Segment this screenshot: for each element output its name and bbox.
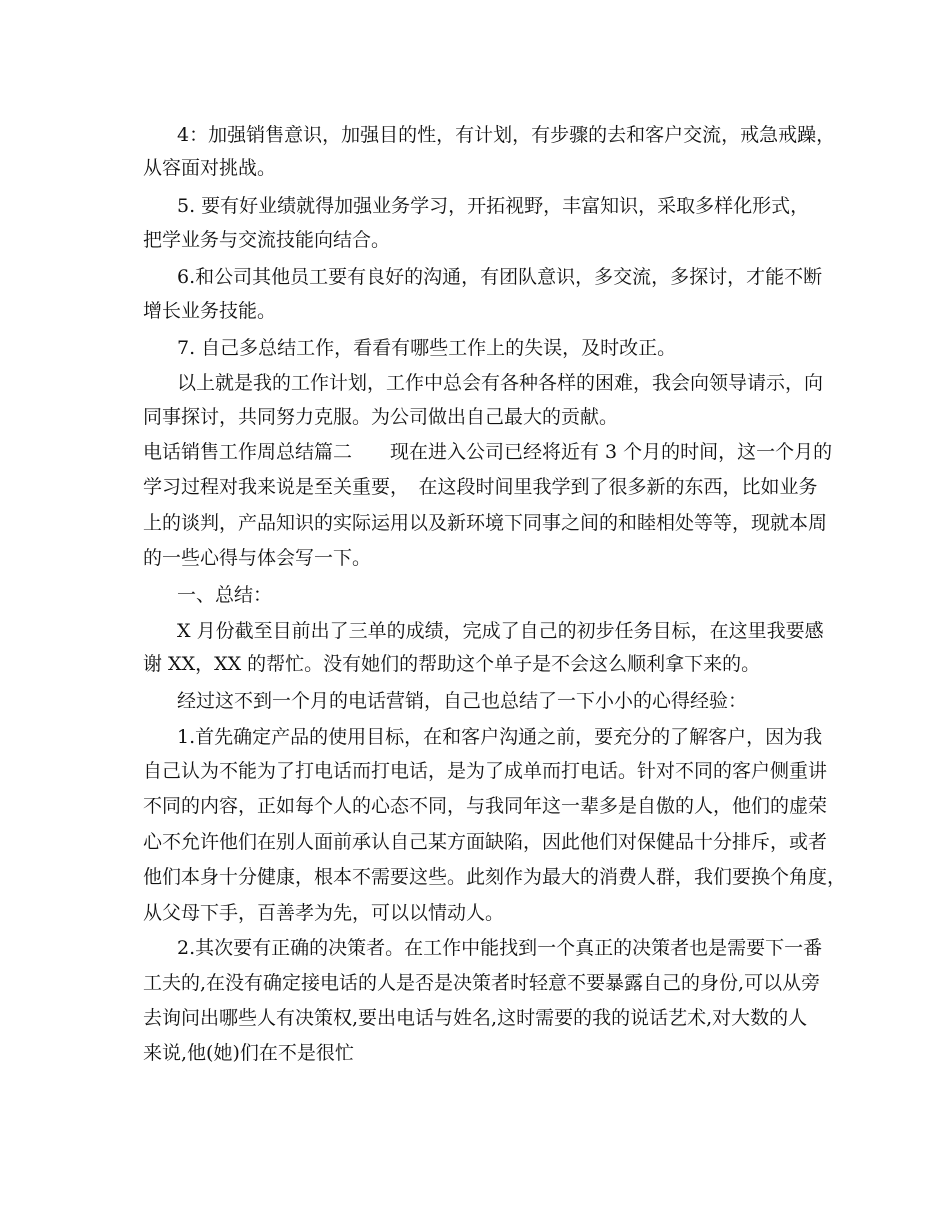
text-line: 自己认为不能为了打电话而打电话，是为了成单而打电话。针对不同的客户侧重讲 (143, 760, 828, 782)
text-line: 一、总结： (177, 584, 273, 606)
text-line: 去询问出哪些人有决策权,要出电话与姓名,这时需要的我的说话艺术,对大数的人 (143, 1007, 808, 1029)
text-line: 学习过程对我来说是至关重要， 在这段时间里我学到了很多新的东西，比如业务 (143, 476, 818, 498)
text-line: 的一些心得与体会写一下。 (143, 547, 372, 569)
text-line: 增长业务技能。 (143, 300, 277, 322)
text-line: X 月份截至目前出了三单的成绩，完成了自己的初步任务目标，在这里我要感 (177, 620, 824, 642)
text-line: 6.和公司其他员工要有良好的沟通，有团队意识，多交流，多探讨，才能不断 (177, 266, 823, 288)
text-line: 从容面对挑战。 (143, 157, 277, 179)
text-line: 从父母下手，百善孝为先，可以以情动人。 (143, 902, 505, 924)
text-line: 1.首先确定产品的使用目标，在和客户沟通之前，要充分的了解客户，因为我 (177, 726, 823, 748)
text-line: 2.其次要有正确的决策者。在工作中能找到一个真正的决策者也是需要下一番 (177, 937, 823, 959)
text-line: 不同的内容，正如每个人的心态不同，与我同年这一辈多是自傲的人，他们的虚荣 (143, 795, 828, 817)
text-line: 谢 XX，XX 的帮忙。没有她们的帮助这个单子是不会这么顺利拿下来的。 (143, 653, 761, 675)
text-line: 以上就是我的工作计划，工作中总会有各种各样的困难，我会向领导请示，向 (177, 372, 824, 394)
text-line: 心不允许他们在别人面前承认自己某方面缺陷，因此他们对保健品十分排斥，或者 (143, 831, 828, 853)
text-line: 5. 要有好业绩就得加强业务学习，开拓视野，丰富知识，采取多样化形式， (177, 195, 810, 217)
text-line: 他们本身十分健康，根本不需要这些。此刻作为最大的消费人群，我们要换个角度， (143, 866, 847, 888)
text-line: 同事探讨，共同努力克服。为公司做出自己最大的贡献。 (143, 406, 619, 428)
text-line: 把学业务与交流技能向结合。 (143, 229, 391, 251)
text-line: 工夫的,在没有确定接电话的人是否是决策者时轻意不要暴露自己的身份,可以从旁 (143, 972, 821, 994)
text-line: 经过这不到一个月的电话营销，自己也总结了一下小小的心得经验： (177, 690, 748, 712)
text-line: 电话销售工作周总结篇二 现在进入公司已经将近有 3 个月的时间，这一个月的 (143, 441, 833, 463)
text-line: 7. 自己多总结工作，看看有哪些工作上的失误，及时改正。 (177, 337, 677, 359)
text-line: 上的谈判，产品知识的实际运用以及新环境下同事之间的和睦相处等等，现就本周 (143, 512, 828, 534)
text-line: 4：加强销售意识，加强目的性，有计划，有步骤的去和客户交流，戒急戒躁， (177, 124, 836, 146)
text-line: 来说,他(她)们在不是很忙 (143, 1042, 354, 1064)
